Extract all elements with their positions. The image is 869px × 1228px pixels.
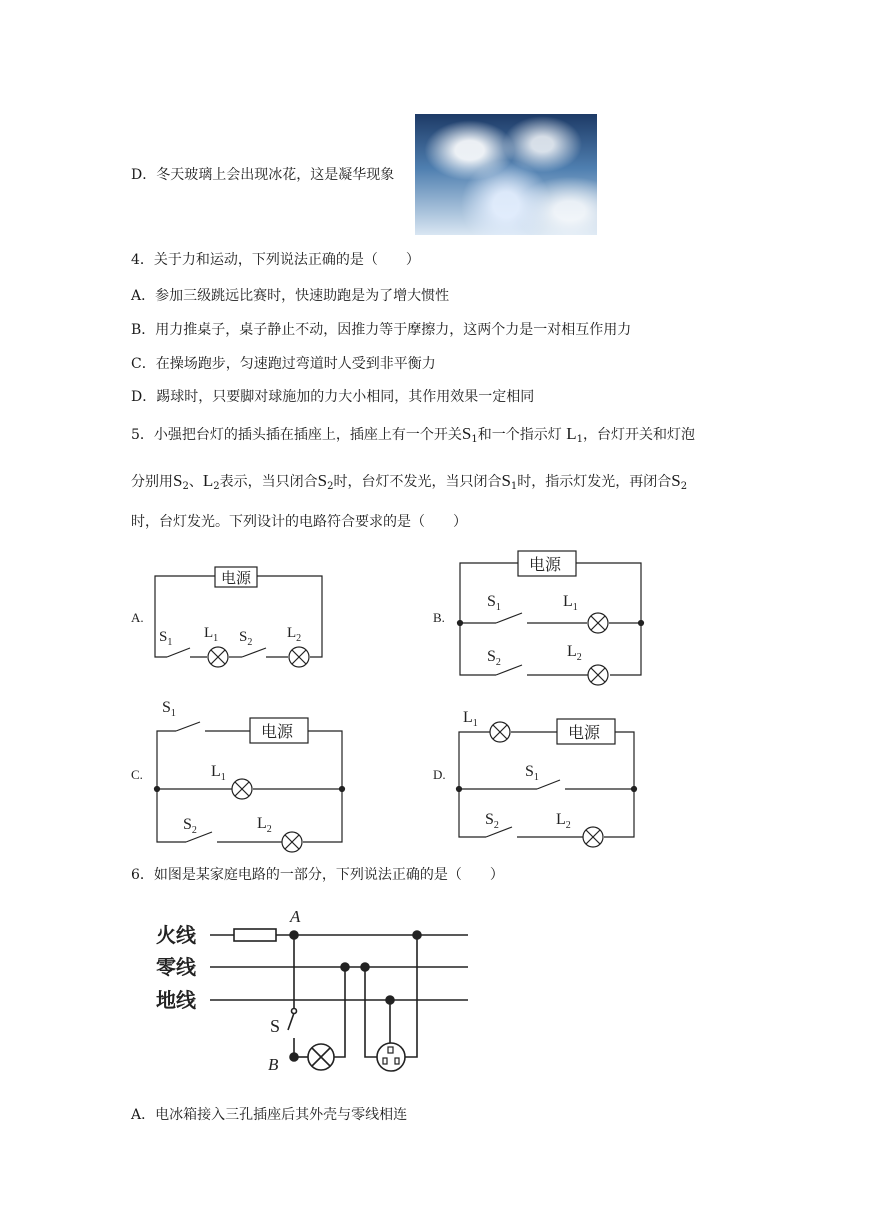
svg-text:L2: $L_2$ (287, 625, 302, 644)
svg-text:S: S (270, 1016, 281, 1036)
q5-stem-line3: 时，台灯发光。下列设计的电路符合要求的是（ ） (131, 514, 467, 530)
svg-text:S2: $S_2$ (485, 811, 499, 831)
svg-text:S2: $S_2$ (239, 629, 253, 648)
circuit-a (131, 567, 322, 667)
q4-option-a: A．参加三级跳远比赛时，快速助跑是为了增大惯性 (131, 288, 450, 304)
svg-text:A: A (290, 907, 301, 926)
q5-circuits-cd (0, 695, 869, 855)
svg-text:L1: $L_1$ (211, 763, 226, 783)
q6-option-a: A．电冰箱接入三孔插座后其外壳与零线相连 (131, 1107, 408, 1123)
svg-text:火线: 火线 (156, 925, 196, 947)
svg-text:A.: A. (131, 610, 144, 625)
svg-text:零线: 零线 (156, 957, 196, 979)
svg-text:D.: D. (433, 767, 446, 782)
svg-text:S2: $S_2$ (487, 648, 501, 668)
q5-stem-line2: 分别用$S_2$、$L_2$表示，当只闭合$S_2$时，台灯不发光，当只闭合$S_1$时，指示灯发光，再闭合$S_2$ (131, 471, 688, 492)
q4-option-c: C．在操场跑步，匀速跑过弯道时人受到非平衡力 (131, 356, 436, 372)
svg-text:S1: $S_1$ (159, 629, 173, 648)
household-circuit (150, 900, 510, 1100)
svg-text:B: B (268, 1055, 279, 1074)
q4-stem: 4．关于力和运动，下列说法正确的是（ ） (131, 252, 420, 268)
svg-text:L2: $L_2$ (556, 811, 571, 831)
svg-text:L2: $L_2$ (567, 643, 582, 663)
svg-text:S1: $S_1$ (162, 699, 176, 719)
svg-text:S1: $S_1$ (525, 763, 539, 783)
svg-text:电源: 电源 (221, 571, 252, 587)
svg-text:电源: 电源 (529, 557, 562, 574)
q3-option-d: D．冬天玻璃上会出现冰花，这是凝华现象 (131, 167, 395, 183)
circuit-b (433, 551, 644, 685)
q6-stem: 6．如图是某家庭电路的一部分，下列说法正确的是（ ） (131, 867, 504, 883)
svg-text:地线: 地线 (156, 990, 196, 1012)
svg-text:L1: $L_1$ (204, 625, 219, 644)
q5-stem-line1: 5．小强把台灯的插头插在插座上，插座上有一个开关$S_1$和一个指示灯 $L_1$，台灯开关和灯泡 (131, 424, 695, 445)
q4-option-b: B．用力推桌子，桌子静止不动，因推力等于摩擦力，这两个力是一对相互作用力 (131, 322, 632, 338)
svg-text:C.: C. (131, 767, 143, 782)
frost-image (415, 114, 597, 235)
svg-text:S1: $S_1$ (487, 593, 501, 613)
svg-text:S2: $S_2$ (183, 816, 197, 836)
svg-text:电源: 电源 (261, 724, 294, 741)
svg-text:L1: $L_1$ (463, 709, 478, 729)
circuit-c (131, 699, 345, 852)
circuit-d (433, 709, 637, 847)
svg-text:L1: $L_1$ (563, 593, 578, 613)
svg-text:B.: B. (433, 610, 445, 625)
q4-option-d: D．踢球时，只要脚对球施加的力大小相同，其作用效果一定相同 (131, 389, 535, 405)
svg-text:电源: 电源 (568, 725, 601, 742)
svg-text:L2: $L_2$ (257, 815, 272, 835)
